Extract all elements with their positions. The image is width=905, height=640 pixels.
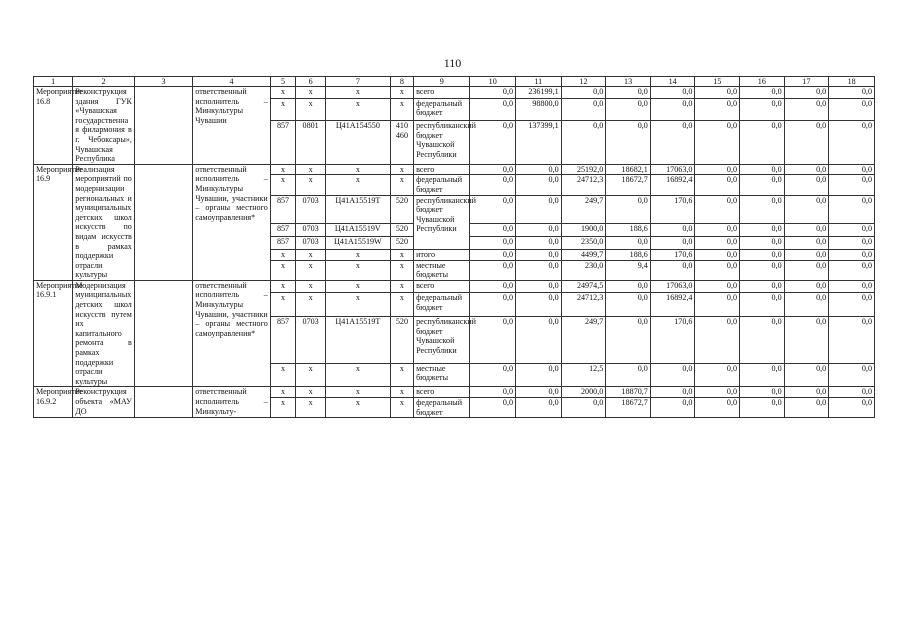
amount-cell: 0,0	[470, 175, 516, 195]
amount-cell: 0,0	[695, 293, 740, 317]
amount-cell: 0,0	[784, 175, 829, 195]
column-header: 15	[695, 77, 740, 87]
gr-code: x	[270, 363, 295, 387]
amount-cell: 0,0	[740, 87, 785, 99]
expense-type: 520	[390, 223, 413, 236]
amount-cell: 0,0	[695, 236, 740, 249]
amount-cell: 0,0	[516, 387, 562, 398]
section-code: x	[296, 164, 326, 175]
column-header: 7	[325, 77, 390, 87]
amount-cell: 0,0	[829, 293, 875, 317]
gr-code: 857	[270, 236, 295, 249]
amount-cell: 0,0	[784, 280, 829, 292]
amount-cell: 0,0	[516, 293, 562, 317]
gr-code: x	[270, 293, 295, 317]
gr-code: x	[270, 260, 295, 280]
amount-cell: 0,0	[784, 398, 829, 418]
amount-cell: 0,0	[784, 87, 829, 99]
gr-code: x	[270, 87, 295, 99]
target-article: x	[325, 87, 390, 99]
target-article: x	[325, 293, 390, 317]
measure-name: Мероприятие 16.8	[34, 87, 73, 165]
amount-cell: 12,5	[561, 363, 606, 387]
amount-cell: 0,0	[784, 260, 829, 280]
target-article: x	[325, 164, 390, 175]
amount-cell: 0,0	[650, 387, 695, 398]
funding-source: всего	[414, 280, 470, 292]
amount-cell: 230,0	[561, 260, 606, 280]
column-header: 4	[193, 77, 271, 87]
amount-cell: 249,7	[561, 195, 606, 223]
amount-cell: 0,0	[650, 223, 695, 236]
funding-source: местные бюджеты	[414, 260, 470, 280]
amount-cell: 17063,0	[650, 280, 695, 292]
column-header: 2	[73, 77, 135, 87]
target-article: x	[325, 387, 390, 398]
amount-cell: 0,0	[650, 87, 695, 99]
column-header: 16	[740, 77, 785, 87]
column-header: 9	[414, 77, 470, 87]
funding-source: республиканский бюджет Чувашской Республики	[414, 121, 470, 165]
amount-cell: 0,0	[740, 293, 785, 317]
amount-cell: 0,0	[829, 98, 875, 120]
amount-cell: 24974,5	[561, 280, 606, 292]
expense-type: x	[390, 280, 413, 292]
amount-cell: 1900,0	[561, 223, 606, 236]
amount-cell: 18672,7	[606, 398, 651, 418]
section-code: 0801	[296, 121, 326, 165]
amount-cell: 0,0	[740, 195, 785, 223]
amount-cell: 2000,0	[561, 387, 606, 398]
column-header: 3	[134, 77, 192, 87]
amount-cell: 2350,0	[561, 236, 606, 249]
amount-cell: 0,0	[784, 387, 829, 398]
amount-cell: 98800,0	[516, 98, 562, 120]
amount-cell: 0,0	[470, 121, 516, 165]
amount-cell: 0,0	[470, 280, 516, 292]
amount-cell: 0,0	[829, 164, 875, 175]
amount-cell: 0,0	[516, 260, 562, 280]
gr-code: 857	[270, 223, 295, 236]
measure-description: Реконструкция здания ГУК «Чувашская государственная филармония в г. Чебоксары», Чувашская Республика	[73, 87, 135, 165]
header-row	[34, 77, 875, 87]
amount-cell: 0,0	[740, 317, 785, 363]
amount-cell: 0,0	[470, 293, 516, 317]
gr-code: x	[270, 387, 295, 398]
expense-type: 520	[390, 317, 413, 363]
expense-type: x	[390, 87, 413, 99]
column-header: 13	[606, 77, 651, 87]
amount-cell: 0,0	[829, 363, 875, 387]
expense-type: x	[390, 363, 413, 387]
amount-cell: 18672,7	[606, 175, 651, 195]
amount-cell: 0,0	[516, 363, 562, 387]
empty-cell	[134, 87, 192, 165]
measure-executor: ответственный исполнитель – Минкульту-	[193, 387, 271, 418]
amount-cell: 0,0	[784, 195, 829, 223]
empty-cell	[134, 387, 192, 418]
column-header: 1	[34, 77, 73, 87]
funding-source: федеральный бюджет	[414, 398, 470, 418]
amount-cell: 16892,4	[650, 175, 695, 195]
amount-cell: 0,0	[740, 398, 785, 418]
funding-source: всего	[414, 87, 470, 99]
expense-type: x	[390, 293, 413, 317]
amount-cell: 0,0	[829, 223, 875, 236]
amount-cell: 0,0	[740, 223, 785, 236]
section-code: 0703	[296, 223, 326, 236]
amount-cell: 0,0	[740, 280, 785, 292]
expense-type: 520	[390, 236, 413, 249]
section-code: x	[296, 363, 326, 387]
amount-cell: 0,0	[470, 164, 516, 175]
amount-cell: 236199,1	[516, 87, 562, 99]
amount-cell: 0,0	[829, 317, 875, 363]
amount-cell: 0,0	[784, 98, 829, 120]
section-code: x	[296, 87, 326, 99]
amount-cell: 0,0	[784, 293, 829, 317]
table-row	[34, 87, 875, 99]
amount-cell: 0,0	[470, 87, 516, 99]
amount-cell: 0,0	[695, 121, 740, 165]
amount-cell: 0,0	[650, 260, 695, 280]
amount-cell: 137399,1	[516, 121, 562, 165]
amount-cell: 0,0	[740, 363, 785, 387]
table-row	[34, 164, 875, 175]
target-article: Ц41А15519V	[325, 223, 390, 236]
amount-cell: 0,0	[650, 398, 695, 418]
section-code: x	[296, 260, 326, 280]
amount-cell: 0,0	[829, 280, 875, 292]
amount-cell: 0,0	[829, 398, 875, 418]
measure-description: Реконструкция объекта «МАУ ДО	[73, 387, 135, 418]
gr-code: 857	[270, 317, 295, 363]
amount-cell: 0,0	[606, 317, 651, 363]
target-article: x	[325, 260, 390, 280]
amount-cell: 0,0	[606, 195, 651, 223]
amount-cell: 0,0	[606, 363, 651, 387]
amount-cell: 25192,0	[561, 164, 606, 175]
measure-executor: ответственный исполнитель – Минкультуры Чувашии	[193, 87, 271, 165]
funding-source: всего	[414, 387, 470, 398]
target-article: Ц41А15519W	[325, 236, 390, 249]
section-code: x	[296, 280, 326, 292]
funding-source: республиканский бюджет Чувашской Республики	[414, 195, 470, 250]
measure-description: Реализация мероприятий по модернизации региональных и муниципальных детских школ искусств по видам искусств в рамках поддержки отрасли культуры	[73, 164, 135, 280]
gr-code: 857	[270, 121, 295, 165]
amount-cell: 24712,3	[561, 175, 606, 195]
amount-cell: 170,6	[650, 250, 695, 261]
section-code: 0703	[296, 317, 326, 363]
table-row	[34, 280, 875, 292]
section-code: x	[296, 387, 326, 398]
amount-cell: 0,0	[784, 223, 829, 236]
amount-cell: 0,0	[695, 398, 740, 418]
amount-cell: 0,0	[784, 317, 829, 363]
measure-executor: ответственный исполнитель – Минкультуры Чувашии, участники – органы местного самоуправления*	[193, 280, 271, 387]
amount-cell: 0,0	[606, 236, 651, 249]
amount-cell: 0,0	[740, 121, 785, 165]
amount-cell: 0,0	[695, 98, 740, 120]
amount-cell: 0,0	[470, 98, 516, 120]
amount-cell: 0,0	[470, 260, 516, 280]
expense-type: x	[390, 398, 413, 418]
funding-source: федеральный бюджет	[414, 98, 470, 120]
section-code: x	[296, 293, 326, 317]
gr-code: x	[270, 175, 295, 195]
amount-cell: 0,0	[695, 175, 740, 195]
amount-cell: 24712,3	[561, 293, 606, 317]
expense-type: x	[390, 164, 413, 175]
funding-source: итого	[414, 250, 470, 261]
expense-type: x	[390, 175, 413, 195]
amount-cell: 0,0	[740, 98, 785, 120]
amount-cell: 0,0	[695, 87, 740, 99]
column-header: 12	[561, 77, 606, 87]
amount-cell: 0,0	[470, 236, 516, 249]
measure-name: Мероприятие 16.9.2	[34, 387, 73, 418]
amount-cell: 0,0	[516, 236, 562, 249]
amount-cell: 0,0	[516, 250, 562, 261]
amount-cell: 0,0	[695, 317, 740, 363]
expense-type: x	[390, 387, 413, 398]
amount-cell: 0,0	[829, 250, 875, 261]
amount-cell: 0,0	[829, 260, 875, 280]
empty-cell	[134, 280, 192, 387]
gr-code: x	[270, 280, 295, 292]
amount-cell: 0,0	[784, 363, 829, 387]
amount-cell: 0,0	[695, 363, 740, 387]
amount-cell: 0,0	[606, 98, 651, 120]
budget-table	[33, 76, 875, 418]
section-code: 0703	[296, 195, 326, 223]
amount-cell: 0,0	[516, 398, 562, 418]
amount-cell: 0,0	[650, 363, 695, 387]
amount-cell: 170,6	[650, 317, 695, 363]
amount-cell: 0,0	[784, 164, 829, 175]
amount-cell: 0,0	[695, 164, 740, 175]
amount-cell: 0,0	[784, 236, 829, 249]
amount-cell: 0,0	[561, 398, 606, 418]
target-article: x	[325, 175, 390, 195]
amount-cell: 249,7	[561, 317, 606, 363]
amount-cell: 17063,0	[650, 164, 695, 175]
amount-cell: 0,0	[516, 223, 562, 236]
column-header: 8	[390, 77, 413, 87]
column-header: 14	[650, 77, 695, 87]
measure-description: Модернизация муниципальных детских школ искусств путем их капитального ремонта в рамках поддержки отрасли культуры	[73, 280, 135, 387]
amount-cell: 0,0	[784, 250, 829, 261]
amount-cell: 0,0	[650, 98, 695, 120]
target-article: x	[325, 98, 390, 120]
amount-cell: 0,0	[829, 175, 875, 195]
amount-cell: 0,0	[740, 387, 785, 398]
section-code: x	[296, 250, 326, 261]
section-code: x	[296, 175, 326, 195]
amount-cell: 0,0	[829, 387, 875, 398]
funding-source: федеральный бюджет	[414, 293, 470, 317]
amount-cell: 0,0	[470, 223, 516, 236]
section-code: x	[296, 98, 326, 120]
funding-source: республиканский бюджет Чувашской Республики	[414, 317, 470, 363]
amount-cell: 0,0	[606, 87, 651, 99]
amount-cell: 0,0	[650, 121, 695, 165]
amount-cell: 16892,4	[650, 293, 695, 317]
gr-code: x	[270, 398, 295, 418]
gr-code: x	[270, 250, 295, 261]
amount-cell: 18870,7	[606, 387, 651, 398]
target-article: Ц41А15519Т	[325, 317, 390, 363]
expense-type: x	[390, 98, 413, 120]
amount-cell: 0,0	[470, 317, 516, 363]
expense-type: x	[390, 260, 413, 280]
amount-cell: 0,0	[740, 236, 785, 249]
target-article: x	[325, 363, 390, 387]
amount-cell: 0,0	[740, 260, 785, 280]
section-code: 0703	[296, 236, 326, 249]
amount-cell: 0,0	[516, 317, 562, 363]
table-body	[34, 87, 875, 418]
amount-cell: 188,6	[606, 250, 651, 261]
measure-name: Мероприятие 16.9.1	[34, 280, 73, 387]
amount-cell: 188,6	[606, 223, 651, 236]
amount-cell: 0,0	[784, 121, 829, 165]
amount-cell: 0,0	[695, 195, 740, 223]
target-article: x	[325, 398, 390, 418]
column-header: 5	[270, 77, 295, 87]
amount-cell: 0,0	[516, 195, 562, 223]
amount-cell: 0,0	[695, 223, 740, 236]
column-header: 10	[470, 77, 516, 87]
amount-cell: 0,0	[470, 398, 516, 418]
gr-code: x	[270, 164, 295, 175]
funding-source: федеральный бюджет	[414, 175, 470, 195]
amount-cell: 0,0	[606, 121, 651, 165]
target-article: x	[325, 280, 390, 292]
expense-type: 520	[390, 195, 413, 223]
amount-cell: 0,0	[695, 250, 740, 261]
amount-cell: 0,0	[516, 280, 562, 292]
amount-cell: 0,0	[829, 87, 875, 99]
page-number: 110	[443, 56, 462, 70]
target-article: Ц41А15519Т	[325, 195, 390, 223]
gr-code: 857	[270, 195, 295, 223]
amount-cell: 0,0	[740, 250, 785, 261]
table-row	[34, 387, 875, 398]
amount-cell: 0,0	[606, 280, 651, 292]
expense-type: x	[390, 250, 413, 261]
amount-cell: 0,0	[740, 164, 785, 175]
amount-cell: 18682,1	[606, 164, 651, 175]
amount-cell: 0,0	[470, 363, 516, 387]
amount-cell: 0,0	[650, 236, 695, 249]
amount-cell: 9,4	[606, 260, 651, 280]
amount-cell: 0,0	[695, 260, 740, 280]
amount-cell: 0,0	[561, 87, 606, 99]
amount-cell: 0,0	[516, 175, 562, 195]
section-code: x	[296, 398, 326, 418]
amount-cell: 0,0	[470, 250, 516, 261]
amount-cell: 0,0	[695, 387, 740, 398]
funding-source: всего	[414, 164, 470, 175]
amount-cell: 0,0	[561, 121, 606, 165]
amount-cell: 170,6	[650, 195, 695, 223]
amount-cell: 0,0	[829, 236, 875, 249]
target-article: x	[325, 250, 390, 261]
amount-cell: 0,0	[740, 175, 785, 195]
column-header: 18	[829, 77, 875, 87]
amount-cell: 0,0	[516, 164, 562, 175]
expense-type: 410 460	[390, 121, 413, 165]
amount-cell: 0,0	[470, 195, 516, 223]
measure-name: Мероприятие 16.9	[34, 164, 73, 280]
gr-code: x	[270, 98, 295, 120]
amount-cell: 0,0	[695, 280, 740, 292]
amount-cell: 4499,7	[561, 250, 606, 261]
target-article: Ц41А154550	[325, 121, 390, 165]
empty-cell	[134, 164, 192, 280]
amount-cell: 0,0	[561, 98, 606, 120]
amount-cell: 0,0	[829, 195, 875, 223]
funding-source: местные бюджеты	[414, 363, 470, 387]
amount-cell: 0,0	[606, 293, 651, 317]
measure-executor: ответственный исполнитель – Минкультуры Чувашии, участники – органы местного самоуправления*	[193, 164, 271, 280]
column-header: 17	[784, 77, 829, 87]
amount-cell: 0,0	[829, 121, 875, 165]
amount-cell: 0,0	[470, 387, 516, 398]
column-header: 6	[296, 77, 326, 87]
column-header: 11	[516, 77, 562, 87]
